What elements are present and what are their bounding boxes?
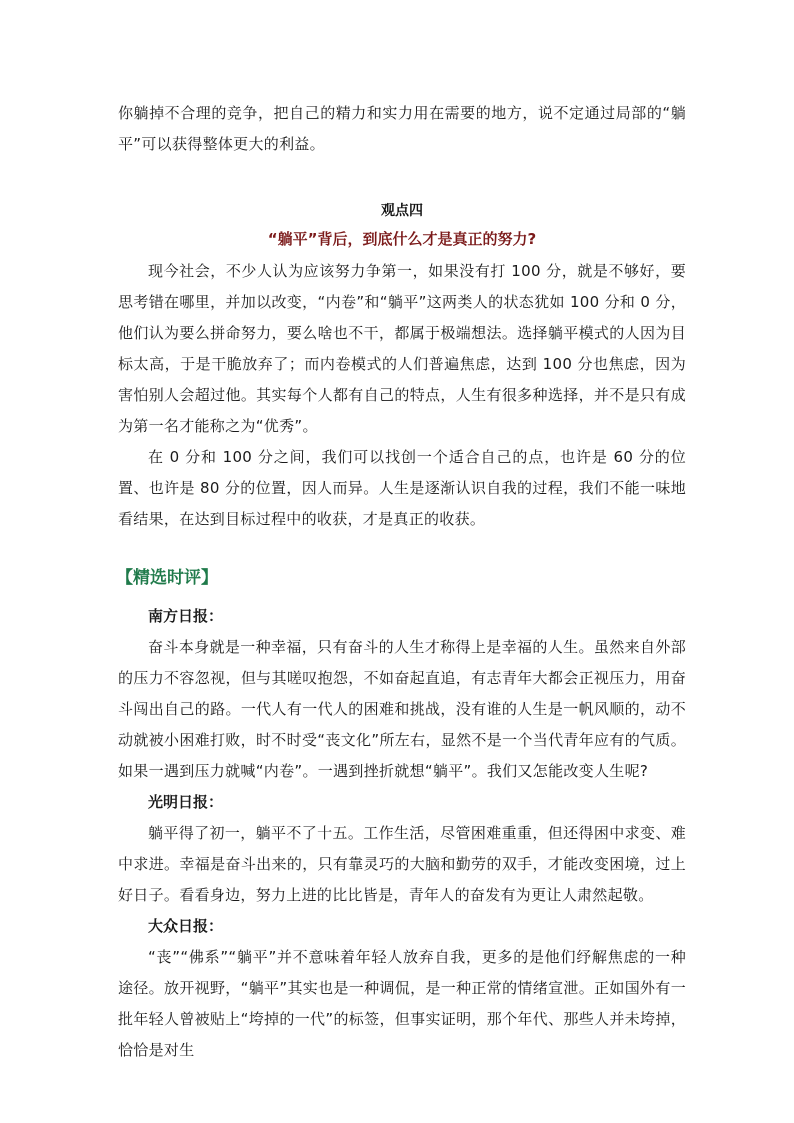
section-title: 【精选时评】 — [116, 568, 218, 588]
spacer — [118, 160, 686, 200]
spacer — [118, 593, 686, 601]
comment-source: 光明日报： — [148, 793, 224, 811]
intro-paragraph: 你躺掉不合理的竞争，把自己的精力和实力用在需要的地方，说不定通过局部的“躺平”可以获得整体更大的利益。 — [118, 104, 686, 153]
comment-text: 躺平得了初一，躺平不了十五。工作生活，尽管困难重重，但还得困中求变、难中求进。幸福是奋斗出来的，只有靠灵巧的大脑和勤劳的双手，才能改变困境，过上好日子。看看身边，努力上进的比比皆是，青年人的奋发有为更让人肃然起敬。 — [118, 824, 686, 904]
comment-text: 奋斗本身就是一种幸福，只有奋斗的人生才称得上是幸福的人生。虽然来自外部的压力不容忽视，但与其嗟叹抱怨，不如奋起直追，有志青年大都会正视压力，用奋斗闯出自己的路。一代人有一代人的困难和挑战，没有谁的人生是一帆风顺的，动不动就被小困难打败，时不时受“丧文化”所左右，显然不是一个当代青年应有的气质。如果一遇到压力就喊“内卷”。一遇到挫折就想“躺平”。我们又怎能改变人生呢? — [118, 638, 686, 780]
comment-source: 南方日报： — [148, 607, 224, 625]
viewpoint-paragraph-1: 现今社会，不少人认为应该努力争第一，如果没有打 100 分，就是不够好，要思考错在哪里，并加以改变，“内卷”和“躺平”这两类人的状态犹如 100 分和 0 分，他们认为要么拼命努力，要么啥也不干，都属于极端想法。选择躺平模式的人因为目标太高，于是干脆放弃了；而内卷模式的人们普遍焦虑，达到 100 分也焦虑，因为害怕别人会超过他。其实每个人都有自己的特点，人生有很多种选择，并不是只有成为第一名才能称之为“优秀”。 — [118, 262, 686, 435]
viewpoint-subtitle: “躺平”背后，到底什么才是真正的努力? — [267, 230, 537, 248]
comment-text: “丧”“佛系”“躺平”并不意味着年轻人放弃自我，更多的是他们纾解焦虑的一种途径。放开视野，“躺平”其实也是一种调侃，是一种正常的情绪宣泄。正如国外有一批年轻人曾被贴上“垮掉的一代”的标签，但事实证明，那个年代、那些人并未垮掉，恰恰是对生 — [118, 948, 686, 1059]
comment-source: 大众日报： — [148, 917, 224, 935]
document-page — [118, 98, 686, 1066]
spacer — [118, 535, 686, 563]
viewpoint-paragraph-2: 在 0 分和 100 分之间，我们可以找创一个适合自己的点，也许是 60 分的位置、也许是 80 分的位置，因人而异。人生是逐渐认识自我的过程，我们不能一味地看结果，在达到目标过程中的收获，才是真正的收获。 — [118, 448, 686, 528]
viewpoint-label: 观点四 — [381, 203, 423, 219]
